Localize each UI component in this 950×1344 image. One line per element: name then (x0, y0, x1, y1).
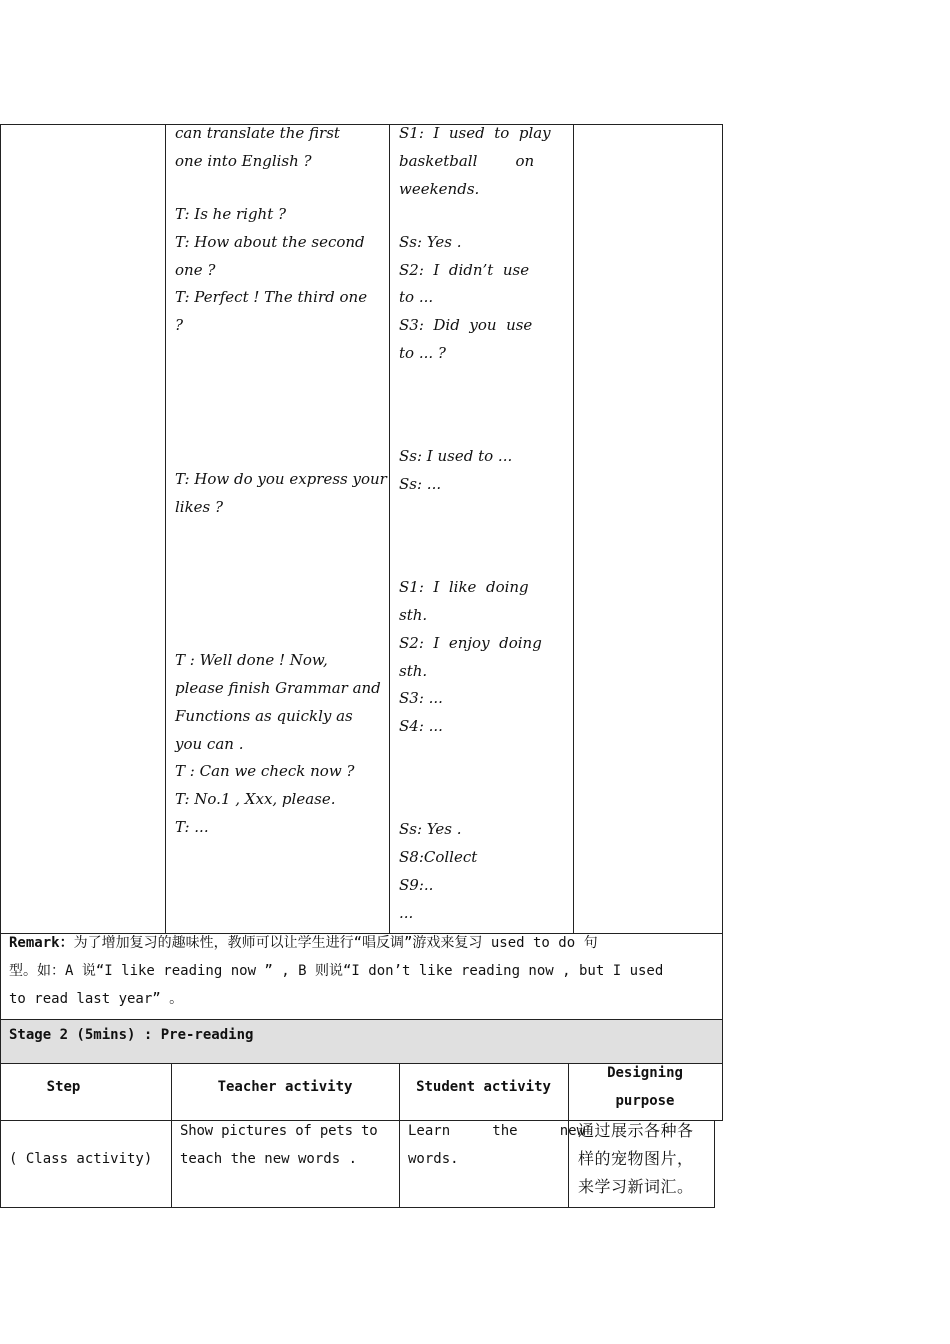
student-line: S2: I enjoy doing (399, 634, 542, 652)
table-border-bottom (0, 1207, 715, 1208)
teacher-line: T: How about the second (175, 233, 365, 251)
student-line: S3: Did you use (399, 316, 533, 334)
remark-line (9, 929, 721, 957)
student-line: ... (399, 904, 414, 922)
student-line: S1: I used to play (399, 124, 551, 142)
student-line: S4: ... (399, 717, 443, 735)
teacher-line: T: How do you express your (175, 470, 387, 488)
remark-label: Remark： (9, 935, 74, 951)
teacher-line: T : Can we check now ? (175, 762, 355, 780)
header-line: Designing (607, 1065, 683, 1081)
teacher-line: T: Perfect ! The third one (175, 288, 368, 306)
student-line: S9:.. (399, 876, 434, 894)
student-line: Ss: ... (399, 475, 442, 493)
teacher-line: likes ? (175, 498, 224, 516)
header-teacher-activity: Teacher activity (217, 1079, 353, 1095)
column-divider (165, 124, 166, 934)
student-line: Ss: Yes . (399, 233, 462, 251)
student-line: to ... ? (399, 344, 446, 362)
cell-line: Learn the new (408, 1123, 586, 1139)
teacher-line: Functions as quickly as (175, 707, 353, 725)
teacher-line: ? (175, 316, 184, 334)
table-border-right (714, 1120, 715, 1208)
remark-text: 为了增加复习的趣味性，教师可以让学生进行“唱反调”游戏来复习 used to do 句 (73, 935, 598, 951)
table-border-right (722, 124, 723, 1120)
student-line: to ... (399, 288, 434, 306)
student-line: Ss: I used to ... (399, 447, 513, 465)
row-teacher-activity (180, 1117, 394, 1173)
teacher-line: T: Is he right ? (175, 205, 287, 223)
student-line: sth. (399, 662, 428, 680)
stage-title: Stage 2 (5mins) : Pre-reading (9, 1027, 254, 1043)
row-designing-purpose (578, 1117, 712, 1201)
student-line: S3: ... (399, 689, 443, 707)
teacher-line: T: No.1 , Xxx, please. (175, 790, 336, 808)
teacher-line: can translate the first (175, 124, 340, 142)
remark-line: 型。如：A 说“I like reading now ” , B 则说“I don’t like reading now , but I used (9, 963, 664, 979)
student-line: Ss: Yes . (399, 820, 462, 838)
student-line: weekends. (399, 180, 480, 198)
teacher-line: please finish Grammar and (175, 679, 381, 697)
teacher-line: T: ... (175, 818, 209, 836)
student-line: S8:Collect (399, 848, 478, 866)
column-divider (573, 124, 574, 934)
remark-cell (9, 929, 721, 1013)
teacher-line: you can . (175, 735, 244, 753)
row-student-activity (408, 1117, 586, 1173)
remark-line: to read last year” 。 (9, 991, 184, 1007)
teacher-line: one ? (175, 261, 216, 279)
row-step: ( Class activity) (9, 1151, 153, 1167)
student-line: S1: I like doing (399, 578, 529, 596)
header-line: purpose (615, 1093, 675, 1109)
teacher-line: T : Well done ! Now, (175, 651, 328, 669)
cell-line: Show pictures of pets to (180, 1123, 378, 1139)
student-activity-cell (399, 119, 569, 922)
cell-line: 样的宠物图片， (578, 1149, 694, 1168)
student-line: S2: I didn’t use (399, 261, 530, 279)
teacher-line: one into English ? (175, 152, 312, 170)
cell-line: words. (408, 1151, 459, 1167)
header-step: Step (46, 1079, 81, 1095)
student-line: basketball on (399, 152, 535, 170)
cell-line: teach the new words . (180, 1151, 358, 1167)
student-line: sth. (399, 606, 428, 624)
cell-line: 通过展示各种各 (578, 1121, 694, 1140)
header-designing-purpose (568, 1059, 722, 1115)
cell-line: 来学习新词汇。 (578, 1177, 694, 1196)
header-student-activity: Student activity (416, 1079, 551, 1095)
teacher-activity-cell (175, 119, 405, 836)
